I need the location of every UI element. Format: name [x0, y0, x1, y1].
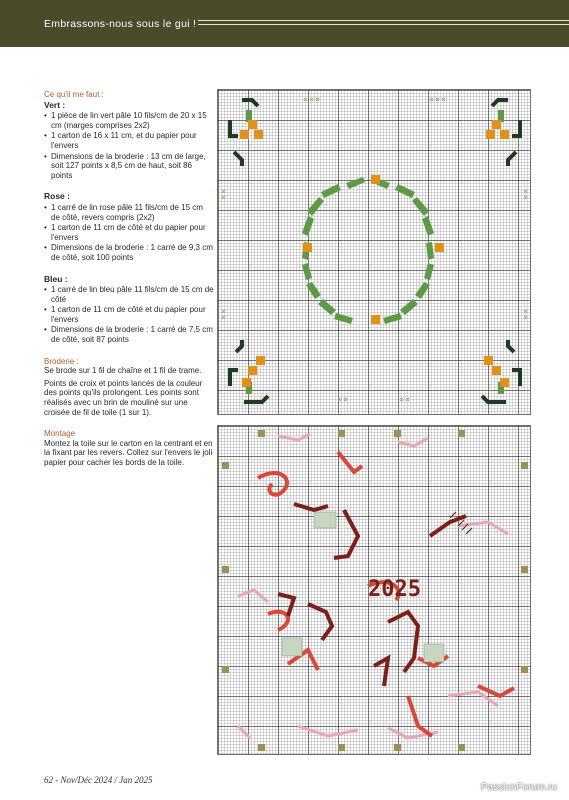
- materials-title: Ce qu'il me faut :: [44, 90, 104, 99]
- watermark: PassionForum.ru: [480, 782, 557, 793]
- list-item: • Dimensions de la broderie : 1 carré de 9,3 cm de côté, soit 100 points: [44, 243, 214, 262]
- instructions-column: [44, 90, 214, 468]
- montage-text: Montez la toile sur le carton en la centrant et en la fixant par les revers. Collez sur l'envers le joli papier pour cacher les bords de la toile.: [44, 438, 213, 467]
- list-item: • Dimensions de la broderie : 1 carré de 7,5 cm de côté, soit 87 points: [44, 325, 214, 344]
- broderie-title: Broderie :: [44, 356, 79, 366]
- materials-group-name: Rose :: [44, 191, 70, 202]
- materials-group-name: Vert :: [44, 99, 66, 110]
- border-stitches: [222, 98, 527, 401]
- materials-group-name: Bleu :: [44, 273, 68, 284]
- list-item: • 1 pièce de lin vert pâle 10 fils/cm de 20 x 15 cm (marges comprises 2x2): [44, 111, 214, 130]
- mistletoe-pattern-illustration: [218, 426, 531, 755]
- list-item: • 1 carton de 11 cm de côté et du papier pour l'envers: [44, 305, 214, 324]
- montage-title: Montage: [44, 429, 76, 439]
- list-item: • 1 carré de lin rose pâle 11 fils/cm de 15 cm de côté, revers compris (2x2): [44, 203, 214, 222]
- corner-sprigs: [246, 110, 504, 394]
- header-rule: [198, 20, 569, 25]
- hatched-ribbon: [450, 512, 472, 534]
- list-item: • Dimensions de la broderie : 13 cm de large, soit 127 points x 8,5 cm de haut, soit 86 points: [44, 152, 214, 181]
- page-header: [0, 0, 569, 47]
- broderie-text: Se brode sur 1 fil de chaîne et 1 fil de trame.: [44, 366, 202, 376]
- list-item: • 1 carton de 16 x 11 cm, et du papier pour l'envers: [44, 131, 214, 150]
- list-item: • 1 carton de 11 cm de côté et du papier pour l'envers: [44, 223, 214, 242]
- materials-list: [44, 111, 214, 180]
- page-title: Embrassons-nous sous le gui !: [44, 17, 197, 30]
- wreath-pattern-chart: [217, 89, 531, 415]
- wreath-leaves: [302, 177, 434, 324]
- corner-berries: [240, 120, 509, 387]
- corner-scrolls: [230, 100, 520, 402]
- page-footer: 62 - Nov/Déc 2024 / Jan 2025: [44, 775, 153, 785]
- mistletoe-pattern-chart: [217, 425, 531, 755]
- broderie-text: Points de croix et points lancés de la couleur des points qu'ils prolongent. Les points sont réalisés avec un brin de mouliné sur une croisée de fil de toile (1 sur 1).: [44, 378, 203, 417]
- materials-list: [44, 203, 214, 263]
- materials-list: [44, 285, 214, 345]
- year-text: 2025: [368, 577, 421, 602]
- list-item: • 1 carré de lin bleu pâle 11 fils/cm de 15 cm de côté: [44, 285, 214, 304]
- wreath-pattern-illustration: [218, 90, 531, 415]
